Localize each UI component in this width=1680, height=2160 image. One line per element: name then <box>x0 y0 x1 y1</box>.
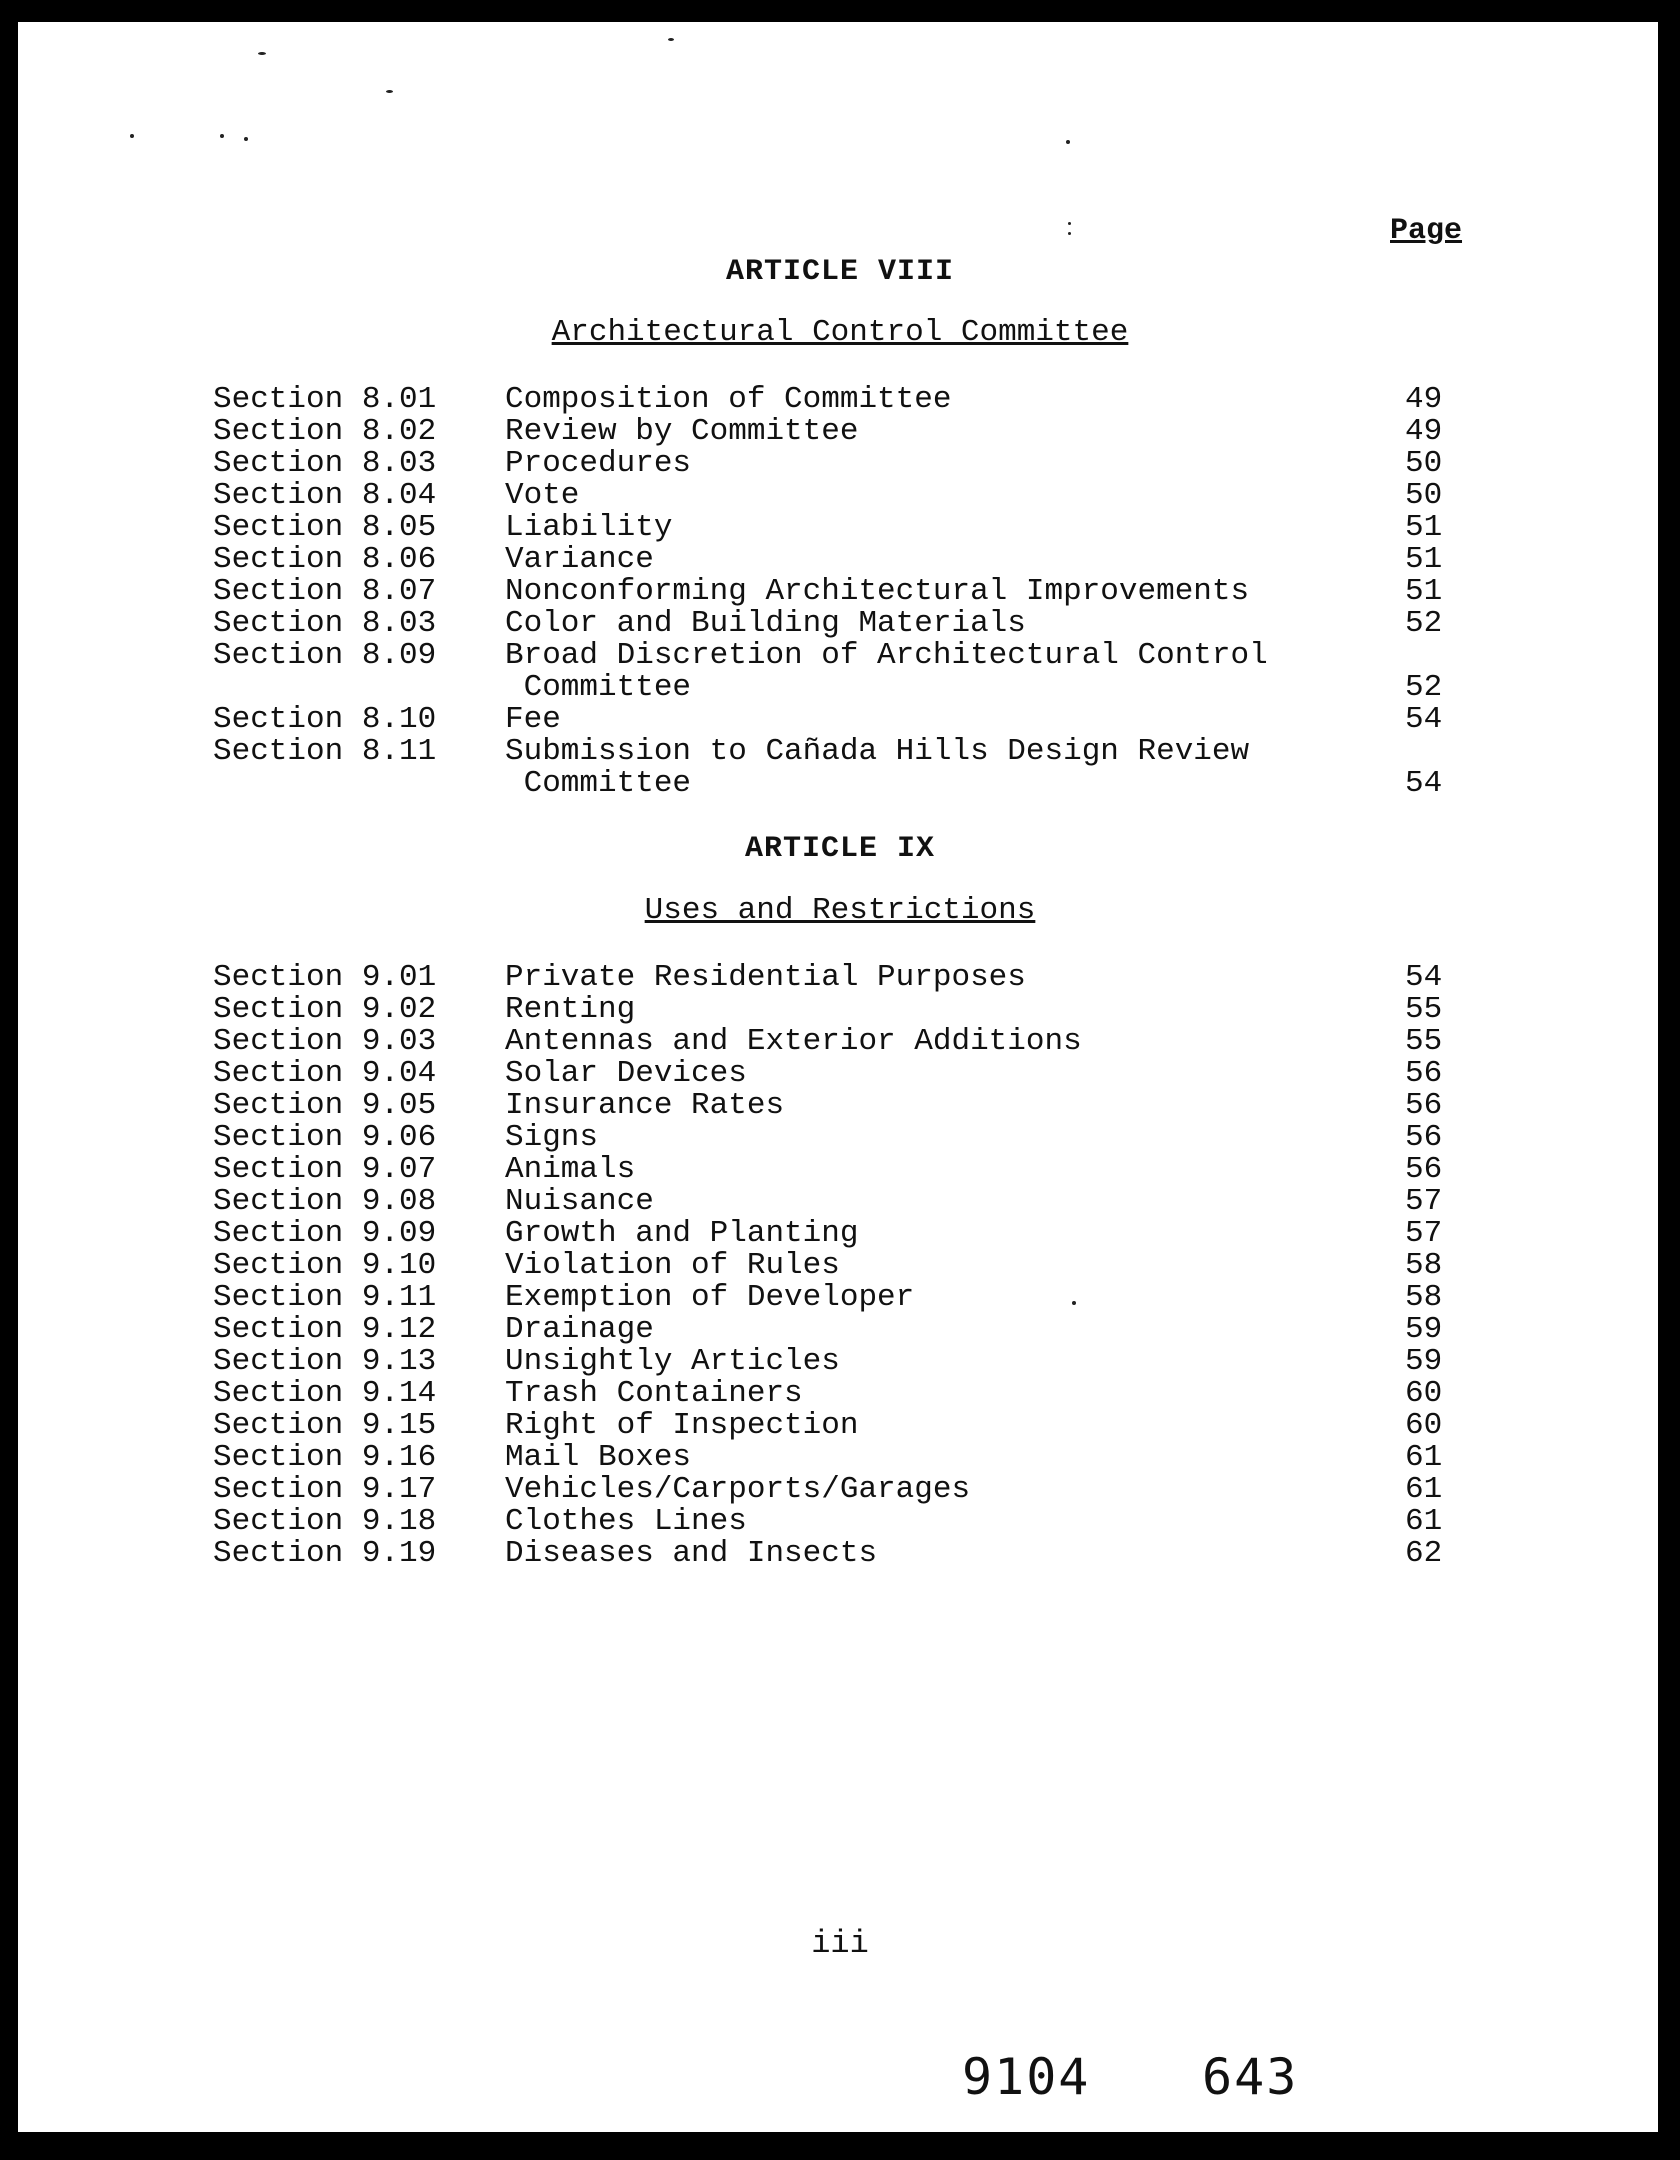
section-title: Diseases and Insects <box>505 1536 878 1571</box>
scan-speck <box>668 38 674 41</box>
toc-entry <box>0 1058 1680 1090</box>
section-number: Section 8.01 <box>213 382 437 417</box>
section-number: Section 8.10 <box>213 702 437 737</box>
document-stamp-left: 9104 <box>962 2048 1091 2106</box>
section-title: Vote <box>505 478 580 513</box>
section-number: Section 8.03 <box>213 446 437 481</box>
section-number: Section 8.06 <box>213 542 437 577</box>
section-number: Section 8.11 <box>213 734 437 769</box>
toc-entry <box>0 1250 1680 1282</box>
toc-entry <box>0 736 1680 800</box>
section-title: Liability <box>505 510 673 545</box>
section-title: Antennas and Exterior Additions <box>505 1024 1082 1059</box>
article-viii-toc <box>0 384 1680 800</box>
page-number: 57 <box>1405 1184 1443 1219</box>
toc-entry <box>0 1506 1680 1538</box>
scan-speck <box>1068 232 1071 235</box>
toc-entry <box>0 1154 1680 1186</box>
page-number: 57 <box>1405 1216 1443 1251</box>
section-title: Nonconforming Architectural Improvements <box>505 574 1250 609</box>
section-title: Submission to Cañada Hills Design Review <box>505 734 1250 769</box>
page-number: 56 <box>1405 1056 1443 1091</box>
article-ix-title: ARTICLE IX <box>744 832 936 866</box>
section-number: Section 9.10 <box>213 1248 437 1283</box>
section-title: Unsightly Articles <box>505 1344 840 1379</box>
toc-entry <box>0 1090 1680 1122</box>
toc-entry <box>0 384 1680 416</box>
toc-entry <box>0 608 1680 640</box>
section-number: Section 9.01 <box>213 960 437 995</box>
section-title: Variance <box>505 542 654 577</box>
toc-entry <box>0 962 1680 994</box>
article-ix-subtitle: Uses and Restrictions <box>644 893 1036 928</box>
page-number: 61 <box>1405 1472 1443 1507</box>
page-number: 56 <box>1405 1088 1443 1123</box>
scan-speck <box>130 134 134 138</box>
roman-page-number: iii <box>811 1925 869 1962</box>
section-title: Trash Containers <box>505 1376 803 1411</box>
section-title: Color and Building Materials <box>505 606 1026 641</box>
article-ix-toc <box>0 962 1680 1570</box>
toc-entry <box>0 512 1680 544</box>
section-title: Broad Discretion of Architectural Control <box>505 638 1268 673</box>
section-number: Section 9.08 <box>213 1184 437 1219</box>
page-number: 56 <box>1405 1152 1443 1187</box>
section-title: Violation of Rules <box>505 1248 840 1283</box>
section-number: Section 8.05 <box>213 510 437 545</box>
section-title: Solar Devices <box>505 1056 747 1091</box>
section-number: Section 9.05 <box>213 1088 437 1123</box>
page-number: 59 <box>1405 1344 1443 1379</box>
section-title: Signs <box>505 1120 599 1155</box>
section-number: Section 9.04 <box>213 1056 437 1091</box>
section-title: Nuisance <box>505 1184 654 1219</box>
toc-entry <box>0 1410 1680 1442</box>
page-number: 50 <box>1405 446 1443 481</box>
page-number: 51 <box>1405 542 1443 577</box>
scan-speck <box>386 90 393 93</box>
section-title: Vehicles/Carports/Garages <box>505 1472 971 1507</box>
toc-entry <box>0 1122 1680 1154</box>
toc-entry <box>0 544 1680 576</box>
page-number: 52 <box>1405 606 1443 641</box>
section-title: Clothes Lines <box>505 1504 747 1539</box>
section-title: Exemption of Developer <box>505 1280 915 1315</box>
page-number: 61 <box>1405 1504 1443 1539</box>
page-number: 58 <box>1405 1248 1443 1283</box>
section-title: Review by Committee <box>505 414 859 449</box>
toc-entry <box>0 1346 1680 1378</box>
section-number: Section 9.15 <box>213 1408 437 1443</box>
page-number: 54 <box>1405 766 1443 801</box>
section-number: Section 9.13 <box>213 1344 437 1379</box>
section-title: Animals <box>505 1152 636 1187</box>
page-number: 59 <box>1405 1312 1443 1347</box>
toc-entry <box>0 1378 1680 1410</box>
scan-speck <box>1066 140 1070 144</box>
toc-entry <box>0 704 1680 736</box>
section-number: Section 9.12 <box>213 1312 437 1347</box>
toc-entry <box>0 480 1680 512</box>
page-number: 54 <box>1405 702 1443 737</box>
scan-speck <box>244 137 248 141</box>
section-number: Section 9.11 <box>213 1280 437 1315</box>
section-number: Section 8.03 <box>213 606 437 641</box>
section-number: Section 9.07 <box>213 1152 437 1187</box>
scan-speck <box>258 52 266 55</box>
section-number: Section 9.02 <box>213 992 437 1027</box>
section-title: Right of Inspection <box>505 1408 859 1443</box>
page-number: 55 <box>1405 992 1443 1027</box>
section-number: Section 9.03 <box>213 1024 437 1059</box>
section-title: Renting <box>505 992 636 1027</box>
page-number: 49 <box>1405 414 1443 449</box>
page-number: 52 <box>1405 670 1443 705</box>
section-title-continuation: Committee <box>505 766 692 801</box>
toc-entry <box>0 576 1680 608</box>
page-number: 54 <box>1405 960 1443 995</box>
section-title: Mail Boxes <box>505 1440 692 1475</box>
toc-entry <box>0 416 1680 448</box>
section-title: Composition of Committee <box>505 382 952 417</box>
article-viii-subtitle: Architectural Control Committee <box>551 315 1129 350</box>
page-number: 61 <box>1405 1440 1443 1475</box>
scan-speck <box>220 134 224 138</box>
page-number: 50 <box>1405 478 1443 513</box>
section-number: Section 9.18 <box>213 1504 437 1539</box>
toc-entry <box>0 448 1680 480</box>
section-number: Section 9.17 <box>213 1472 437 1507</box>
toc-entry <box>0 1442 1680 1474</box>
page-column-header: Page <box>1390 214 1463 248</box>
section-title: Drainage <box>505 1312 654 1347</box>
section-number: Section 8.04 <box>213 478 437 513</box>
toc-entry <box>0 1538 1680 1570</box>
section-number: Section 8.02 <box>213 414 437 449</box>
section-number: Section 8.07 <box>213 574 437 609</box>
page-number: 49 <box>1405 382 1443 417</box>
scan-speck <box>1068 222 1071 225</box>
section-title: Fee <box>505 702 561 737</box>
toc-entry <box>0 994 1680 1026</box>
section-title: Growth and Planting <box>505 1216 859 1251</box>
toc-entry <box>0 1314 1680 1346</box>
section-number: Section 9.16 <box>213 1440 437 1475</box>
section-number: Section 9.09 <box>213 1216 437 1251</box>
page-number: 55 <box>1405 1024 1443 1059</box>
section-title: Procedures <box>505 446 692 481</box>
page-number: 62 <box>1405 1536 1443 1571</box>
page-number: 58 <box>1405 1280 1443 1315</box>
page-number: 51 <box>1405 510 1443 545</box>
toc-entry <box>0 1218 1680 1250</box>
toc-entry <box>0 640 1680 704</box>
toc-entry <box>0 1282 1680 1314</box>
toc-entry <box>0 1186 1680 1218</box>
page-number: 60 <box>1405 1408 1443 1443</box>
page-number: 51 <box>1405 574 1443 609</box>
section-title: Insurance Rates <box>505 1088 785 1123</box>
page-number: 60 <box>1405 1376 1443 1411</box>
section-number: Section 8.09 <box>213 638 437 673</box>
page-number: 56 <box>1405 1120 1443 1155</box>
document-stamp-right: 643 <box>1202 2048 1299 2106</box>
section-number: Section 9.14 <box>213 1376 437 1411</box>
section-title: Private Residential Purposes <box>505 960 1026 995</box>
section-number: Section 9.19 <box>213 1536 437 1571</box>
article-viii-title: ARTICLE VIII <box>725 255 955 289</box>
section-title-continuation: Committee <box>505 670 692 705</box>
toc-entry <box>0 1474 1680 1506</box>
toc-entry <box>0 1026 1680 1058</box>
section-number: Section 9.06 <box>213 1120 437 1155</box>
